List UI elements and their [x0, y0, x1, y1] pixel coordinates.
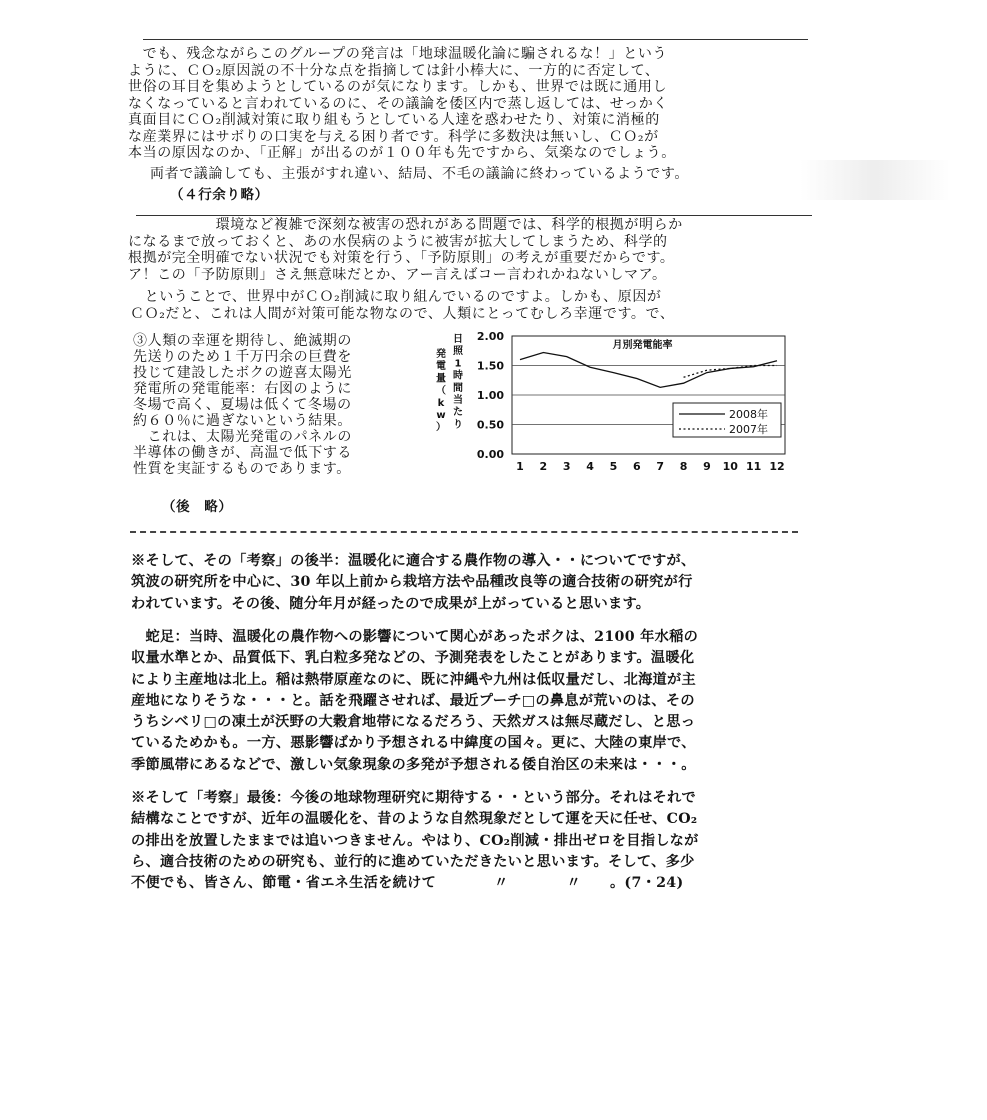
text-line: 根拠が完全明確でない状況でも対策を行う、「予防原則」の考えが重要だからです。 — [128, 250, 675, 266]
y-axis-label: 発電量（ k w ） — [436, 349, 446, 434]
y-tick-label: 1.00 — [476, 389, 504, 402]
section-divider — [130, 531, 798, 533]
scan-smudge — [800, 160, 950, 200]
text-line: 性質を実証するものであります。 — [133, 461, 351, 477]
text-line: 蛇足：当時、温暖化の農作物への影響について関心があったボクは、2100 年水稲の — [131, 629, 699, 645]
omission-text: （４行余り略） — [170, 187, 269, 203]
x-tick-label: 5 — [609, 460, 618, 473]
text-line: 半導体の働きが、高温で低下する — [133, 445, 352, 461]
text-line: 約６０％に過ぎないという結果。 — [133, 413, 352, 429]
text-line: 両者で議論しても、主張がすれ違い、結局、不毛の議論に終わっているようです。 — [150, 166, 689, 182]
y-tick-label: 1.50 — [476, 359, 504, 373]
paragraph-objection — [128, 46, 676, 162]
text-line: 先送りのため１千万円余の巨費を — [133, 349, 352, 365]
text-line: 世俗の耳目を集めようとしているのが気になります。しかも、世界では既に通用し — [128, 79, 668, 95]
chart-svg — [430, 330, 790, 480]
text-line: 真面目にＣＯ₂削減対策に取り組もうとしている人達を惑わせたり、対策に消極的 — [128, 112, 660, 128]
text-line: ＣＯ₂だと、これは人間が対策可能な物なので、人類にとってむしろ幸運です。で、 — [130, 305, 675, 322]
text-line: ア！この「予防原則」さえ無意味だとか、アー言えばコー言われかねないしマア。 — [128, 266, 667, 283]
x-tick-label: 9 — [703, 460, 711, 473]
text-line: なくなっていると言われているのに、その議論を倭区内で蒸し返しては、せっかく — [128, 95, 668, 112]
x-tick-label: 12 — [769, 460, 785, 473]
text-line: ということで、世界中がＣＯ₂削減に取り組んでいるのですよ。しかも、原因が — [130, 289, 662, 305]
text-line: 投じて建設したボクの遊喜太陽光 — [133, 365, 352, 381]
omission-note-2 — [162, 499, 233, 516]
x-tick-label: 10 — [722, 460, 738, 473]
legend-label: 2007年 — [729, 423, 768, 436]
y-tick-label: 0.00 — [476, 448, 504, 461]
omission-text: （後 略） — [162, 499, 233, 515]
text-line: ているためかも。一方、悪影響ばかり予想される中緯度の国々。更に、大陸の東岸で、 — [131, 735, 696, 752]
y-tick-label: 2.00 — [476, 330, 504, 343]
x-tick-label: 11 — [745, 460, 762, 473]
x-tick-label: 4 — [586, 460, 594, 473]
x-tick-label: 6 — [632, 460, 641, 473]
mid-rule — [136, 215, 812, 216]
series-line — [520, 353, 777, 388]
x-tick-label: 8 — [679, 460, 688, 473]
omission-note-1 — [170, 187, 269, 204]
paragraph-aside — [131, 627, 698, 776]
y-axis-label: 日照 1 時間当たり — [453, 334, 463, 431]
legend-label: 2008年 — [729, 408, 768, 421]
paragraph-both-sides — [150, 166, 689, 183]
x-tick-label: 3 — [562, 460, 571, 473]
text-line: により主産地は北上。稲は熱帯原産なのに、既に沖縄や九州は低収量だし、北海道が主 — [131, 671, 697, 688]
text-line: 本当の原因なのか、「正解」が出るのが１００年も先ですから、気楽なのでしょう。 — [128, 145, 676, 161]
x-tick-label: 7 — [656, 460, 665, 473]
series-line — [684, 366, 777, 378]
text-line: 発電所の発電能率：右図のように — [133, 381, 352, 397]
text-line: 季節風帯にあるなどで、激しい気象現象の多発が予想される倭自治区の未来は・・・。 — [131, 756, 696, 773]
text-line: うちシベリ□の凍土が沃野の大穀倉地帯になるだろう、天然ガスは無尽蔵だし、と思っ — [131, 714, 696, 731]
monthly-efficiency-chart — [430, 330, 790, 480]
paragraph-reduction — [130, 289, 674, 322]
text-line: の排出を放置したままでは追いつきません。やはり、CO₂削減・排出ゼロを目指しなが — [131, 832, 699, 849]
x-tick-label: 1 — [516, 460, 524, 473]
text-line: 不便でも、皆さん、節電・省エネ生活を続けて 〃 〃 。(7・24) — [131, 875, 684, 892]
paragraph-solar-plant — [133, 333, 352, 477]
text-line: ら、適合技術のための研究も、並行的に進めていただきたいと思います。そして、多少 — [131, 853, 695, 870]
text-line: になるまで放っておくと、あの水俣病のように被害が拡大してしまうため、科学的 — [128, 233, 668, 250]
text-line: な産業界にはサボりの口実を与える困り者です。科学に多数決は無いし、ＣＯ₂が — [128, 128, 659, 145]
paragraph-precaution — [128, 217, 683, 283]
top-rule — [143, 39, 808, 40]
text-line: われています。その後、随分年月が経ったので成果が上がっていると思います。 — [131, 595, 651, 612]
text-line: 結構なことですが、近年の温暖化を、昔のような自然現象だとして運を天に任せ、CO₂ — [131, 811, 698, 828]
text-line: ※そして「考察」最後：今後の地球物理研究に期待する・・という部分。それはそれで — [131, 790, 697, 806]
text-line: 産地になりそうな・・・と。話を飛躍させれば、最近プーチ□の鼻息が荒いのは、その — [131, 692, 695, 709]
text-line: 環境など複雑で深刻な被害の恐れがある問題では、科学的根拠が明らか — [128, 217, 683, 233]
text-line: ように、ＣＯ₂原因説の不十分な点を指摘しては針小棒大に、一方的に否定して、 — [128, 62, 660, 79]
text-line: 収量水準とか、品質低下、乳白粒多発などの、予測発表をしたことがあります。温暖化 — [131, 650, 695, 667]
text-line: ③人類の幸運を期待し、絶滅期の — [133, 333, 352, 349]
y-tick-label: 0.50 — [476, 418, 504, 432]
text-line: これは、太陽光発電のパネルの — [133, 429, 352, 445]
chart-title: 月別発電能率 — [612, 340, 673, 351]
text-line: 筑波の研究所を中心に、30 年以上前から栽培方法や品種改良等の適合技術の研究が行 — [131, 574, 693, 591]
text-line: 冬場で高く、夏場は低くて冬場の — [133, 397, 352, 413]
text-line: ※そして、その「考察」の後半：温暖化に適合する農作物の導入・・についてですが、 — [131, 553, 696, 569]
paragraph-crops — [131, 551, 695, 615]
paragraph-conclusion — [131, 788, 699, 894]
text-line: でも、残念ながらこのグループの発言は「地球温暖化論に騙されるな！」という — [128, 46, 668, 62]
x-tick-label: 2 — [539, 460, 548, 473]
